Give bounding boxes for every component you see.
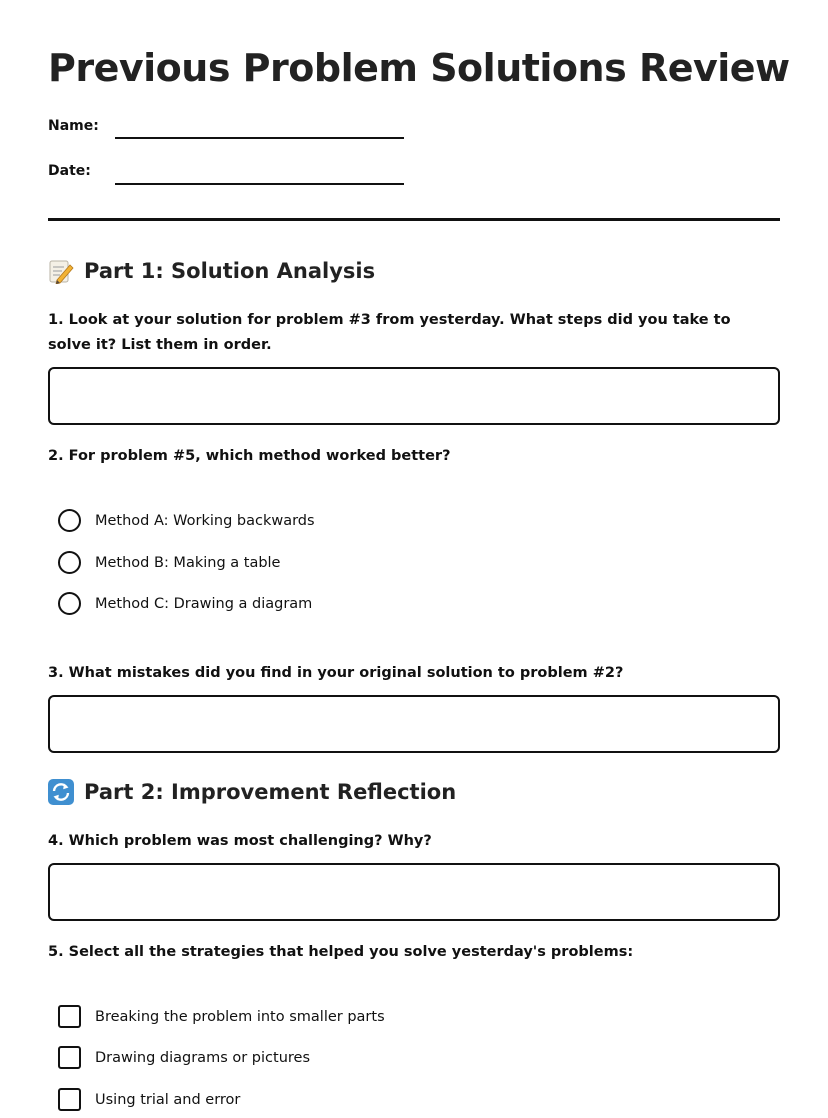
part1-heading-text: Part 1: Solution Analysis [84,259,376,283]
question-4: 4. Which problem was most challenging? Why? [48,833,432,849]
name-label: Name: [48,118,99,134]
radio-button[interactable] [58,551,81,574]
checkbox-option-3[interactable] [58,1088,240,1111]
radio-option-c[interactable] [58,592,312,615]
radio-button[interactable] [58,592,81,615]
date-label: Date: [48,163,91,179]
checkbox-option-2[interactable] [58,1046,310,1069]
answer-box-4[interactable] [48,863,780,921]
radio-option-label: Method C: Drawing a diagram [95,595,313,612]
radio-option-b[interactable] [58,551,280,574]
checkbox[interactable] [58,1088,81,1111]
part1-heading [48,258,375,284]
radio-option-label: Method B: Making a table [95,554,281,571]
radio-button[interactable] [58,509,81,532]
checkbox-option-label: Breaking the problem into smaller parts [95,1008,385,1025]
refresh-arrows-icon [48,779,74,805]
part2-heading-text: Part 2: Improvement Reflection [84,780,457,804]
date-field[interactable] [115,183,404,185]
answer-box-1[interactable] [48,367,780,425]
question-2: 2. For problem #5, which method worked better? [48,448,451,464]
radio-option-label: Method A: Working backwards [95,512,315,529]
memo-pencil-icon [48,258,74,284]
question-3: 3. What mistakes did you find in your original solution to problem #2? [48,665,624,681]
checkbox[interactable] [58,1046,81,1069]
page-title: Previous Problem Solutions Review [48,46,790,90]
checkbox-option-label: Drawing diagrams or pictures [95,1049,311,1066]
radio-option-a[interactable] [58,509,315,532]
answer-box-3[interactable] [48,695,780,753]
checkbox[interactable] [58,1005,81,1028]
checkbox-option-label: Using trial and error [95,1091,241,1108]
checkbox-option-1[interactable] [58,1005,385,1028]
header-divider [48,218,780,221]
part2-heading [48,779,456,805]
name-field[interactable] [115,137,404,139]
question-1: 1. Look at your solution for problem #3 from yesterday. What steps did you take to solve it? List them in order. [48,312,731,353]
question-5: 5. Select all the strategies that helped you solve yesterday's problems: [48,944,634,960]
